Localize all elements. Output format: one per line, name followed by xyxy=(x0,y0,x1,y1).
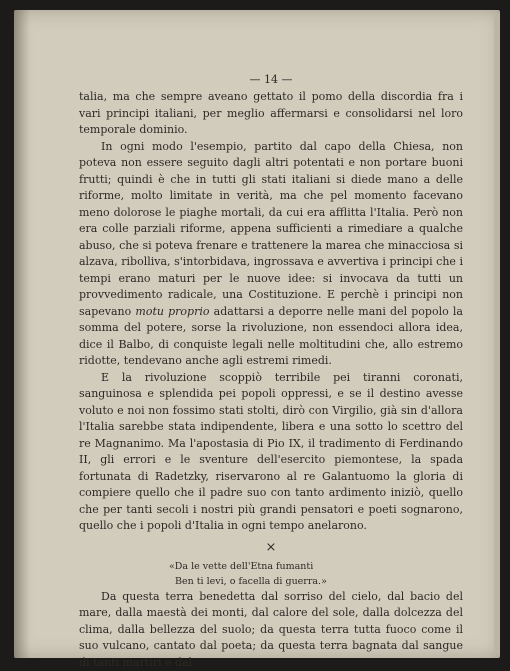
page-number: — 14 — xyxy=(249,73,293,86)
verse-line-1: «Da le vette dell'Etna fumanti xyxy=(169,560,314,572)
paragraph-1: talia, ma che sempre aveano gettato il pomo della discordia fra i vari principi italiani, per meglio affermarsi e consolidarsi nel loro temporale dominio. xyxy=(79,90,463,136)
paragraph-3: E la rivoluzione scoppiò terribile pei tiranni coronati, sanguinosa e splendida pei popoli oppressi, e se il destino avesse voluto e noi non fossimo stati stolti, dirò con Virgilio, già sin d'allora l'Italia sarebbe stata indipendente, libera e una sotto lo scettro del re Magnanimo. Ma l'apostasia di Pio IX, il tradimento di Ferdinando II, gli errori e le sventure dell'esercito piemontese, la spada fortunata di Radetzky, riservarono al re Galantuomo la gloria di compiere quello che il padre suo con tanto ardimento iniziò, quello che per tanti secoli i nostri più grandi pensatori e poeti sognarono, quello che i popoli d'Italia in ogni tempo anelarono. xyxy=(79,370,463,532)
verse-quote xyxy=(79,559,463,589)
verse-line-2: Ben ti levi, o facella di guerra.» xyxy=(175,575,327,587)
paragraph-2-text-after: adattarsi a deporre nelle mani del popolo la somma del potere, sorse la rivoluzione, non essendoci allora idea, dice il Balbo, di conquiste legali nelle moltitudini che, allo estremo ridotte, tendevano anche agli estremi rimedi. xyxy=(79,304,463,367)
paragraph-2-text: In ogni modo l'esempio, partito dal capo della Chiesa, non poteva non essere seguito dagli altri potentati e non portare buoni frutti; quindi è che in tutti gli stati italiani si diede mano a delle riforme, molto limitate in verità, ma che pel momento facevano meno dolorose le piaghe mortali, da cui era afflitta l'Italia. Però non era colle parziali riforme, appena sufficienti a rimediare a qualche abuso, che si poteva frenare e trattenere la marea che minacciosa si alzava, ribolliva, s'intorbidava, ingrossava e avvertiva i principi che i tempi erano maturi per le nuove idee: si invocava da tutti un provvedimento radicale, una Costituzione. E perchè i principi non sapevano xyxy=(79,139,463,318)
page-edge xyxy=(494,14,500,654)
page-gutter-shadow xyxy=(14,10,30,658)
paragraph-2-italic: motu proprio xyxy=(135,304,210,318)
paragraph-2 xyxy=(79,139,463,370)
section-divider-mark: × xyxy=(265,539,277,555)
page-text-block xyxy=(79,72,463,671)
paragraph-4: Da questa terra benedetta dal sorriso del cielo, dal bacio del mare, dalla maestà dei monti, dal calore del sole, dalla dolcezza del clima, dalla bellezza del suolo; da questa terra tutta fuoco come il suo vulcano, cantato dal poeta; da questa terra bagnata dal sangue di tanti martiri e dal xyxy=(79,589,463,669)
